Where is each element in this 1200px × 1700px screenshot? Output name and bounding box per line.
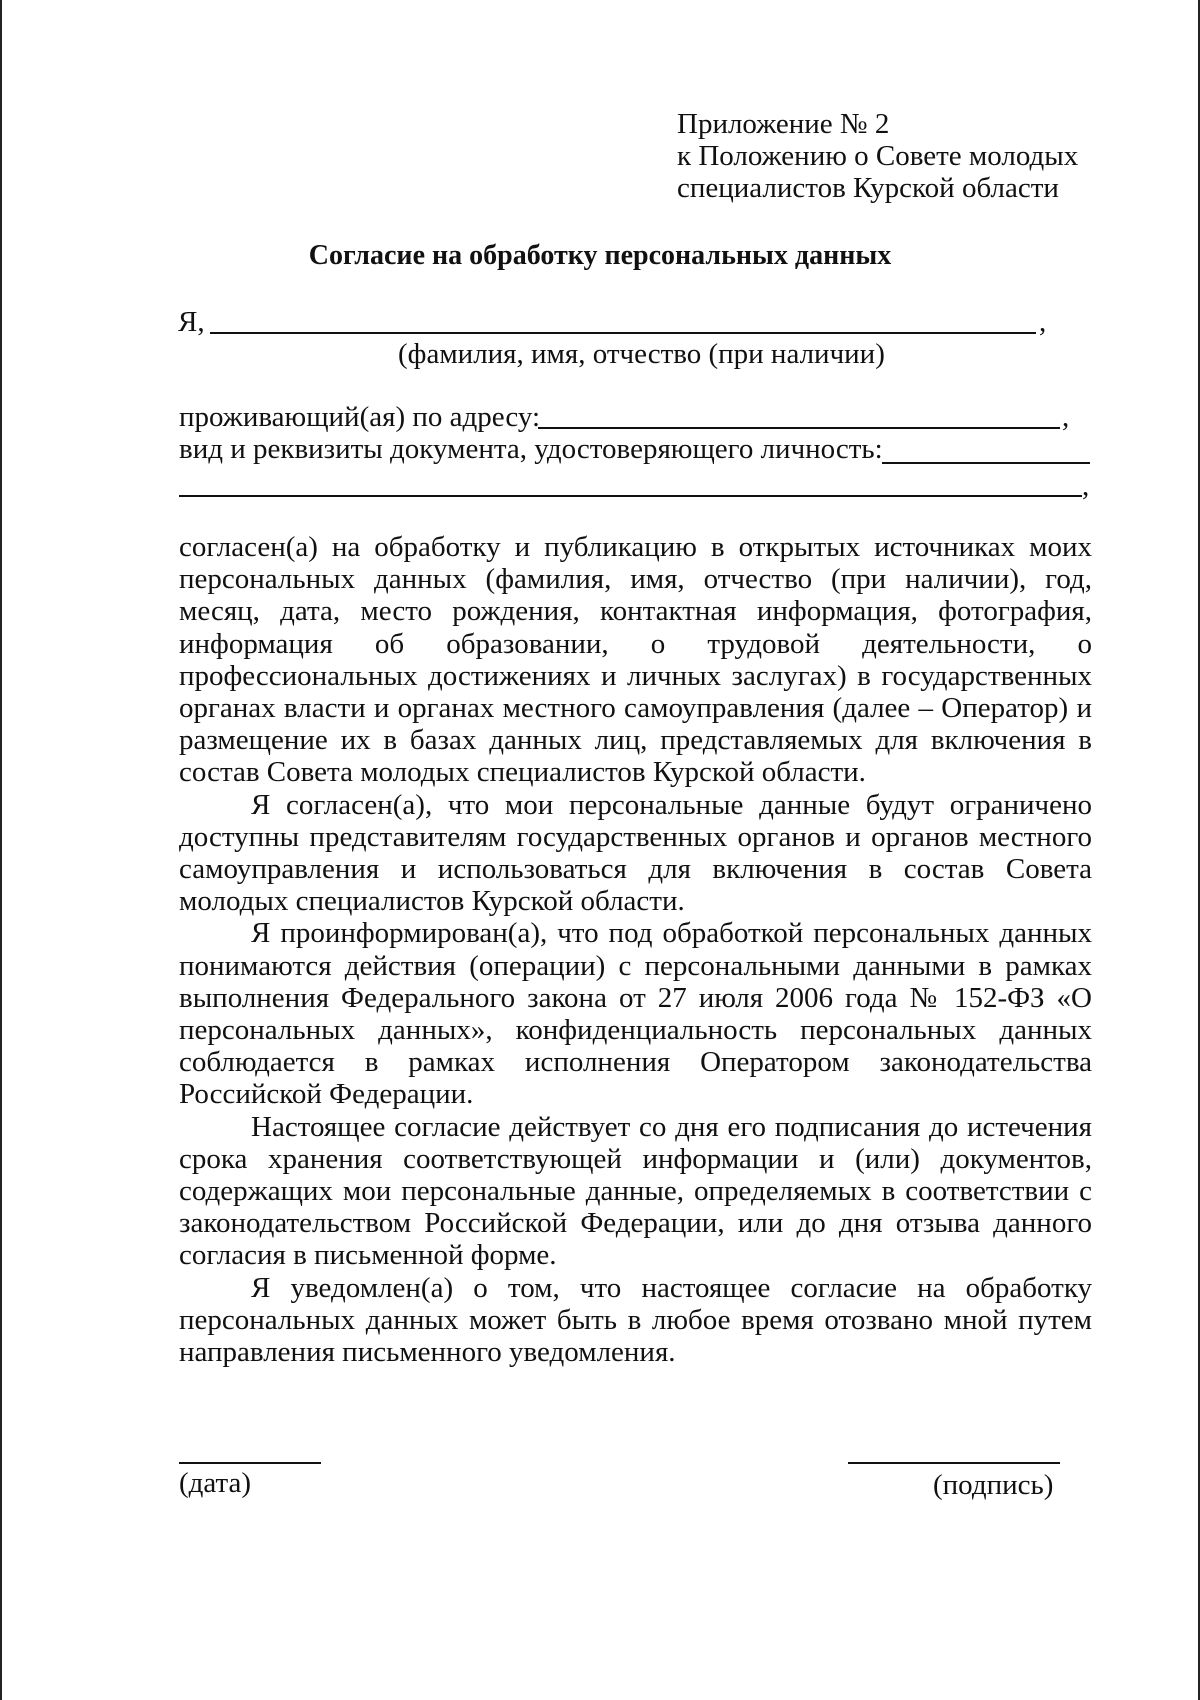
- appendix-line-3: специалистов Курской области: [677, 172, 1059, 204]
- appendix-line-1: Приложение № 2: [677, 108, 890, 140]
- paragraph-informed: Я проинформирован(а), что под обработкой персональных данных понимаются действия (операции) с персональными данными в рамках выполнения Федерального закона от 27 июля 2006 года № 152-ФЗ «О персональных данных», конфиденциальность персональных данных соблюдается в рамках исполнения Оператором законодательства Российской Федерации.: [179, 917, 1092, 1111]
- paragraph-validity: Настоящее согласие действует со дня его подписания до истечения срока хранения соответствующей информации и (или) документов, содержащих мои персональные данные, определяемых в соответствии с законодательством Российской Федерации, или до дня отзыва данного согласия в письменной форме.: [179, 1110, 1092, 1272]
- appendix-line-2: к Положению о Совете молодых: [677, 140, 1079, 172]
- paragraph-revocation: Я уведомлен(а) о том, что настоящее согласие на обработку персональных данных может быть в любое время отозвано мной путем направления письменного уведомления.: [179, 1271, 1092, 1369]
- fio-hint: (фамилия, имя, отчество (при наличии): [398, 338, 885, 370]
- signature-field-line[interactable]: [848, 1462, 1060, 1464]
- doc-field-line-1[interactable]: [882, 462, 1090, 464]
- date-field-line[interactable]: [179, 1462, 321, 1464]
- date-label: (дата): [179, 1467, 252, 1499]
- document-title: Согласие на обработку персональных данных: [308, 240, 892, 271]
- signature-label: (подпись): [933, 1469, 1054, 1501]
- paragraph-access: Я согласен(а), что мои персональные данные будут ограничено доступны представителям государственных органов и органов местного самоуправления и использоваться для включения в состав Совета молодых специалистов Курской области.: [179, 788, 1092, 918]
- address-comma: ,: [1062, 401, 1070, 433]
- paragraph-consent: согласен(а) на обработку и публикацию в открытых источниках моих персональных данных (фамилия, имя, отчество (при наличии), год, месяц, дата, место рождения, контактная информация, фотография, информация об образовании, о трудовой деятельности, о профессиональных достижениях и личных заслугах) в государственных органах власти и органах местного самоуправления (далее – Оператор) и размещение их в базах данных лиц, представляемых для включения в состав Совета молодых специалистов Курской области.: [179, 531, 1092, 789]
- consent-body: [179, 531, 1092, 1368]
- i-label: Я,: [178, 306, 205, 338]
- doc-label: вид и реквизиты документа, удостоверяющего личность:: [179, 433, 883, 465]
- fio-comma: ,: [1039, 306, 1047, 338]
- address-field-line[interactable]: [538, 427, 1060, 429]
- address-label: проживающий(ая) по адресу:: [179, 401, 540, 433]
- fio-field-line[interactable]: [210, 332, 1036, 334]
- doc-field-line-2[interactable]: [179, 495, 1082, 497]
- doc-comma: ,: [1082, 470, 1090, 502]
- appendix-block: [677, 108, 1078, 204]
